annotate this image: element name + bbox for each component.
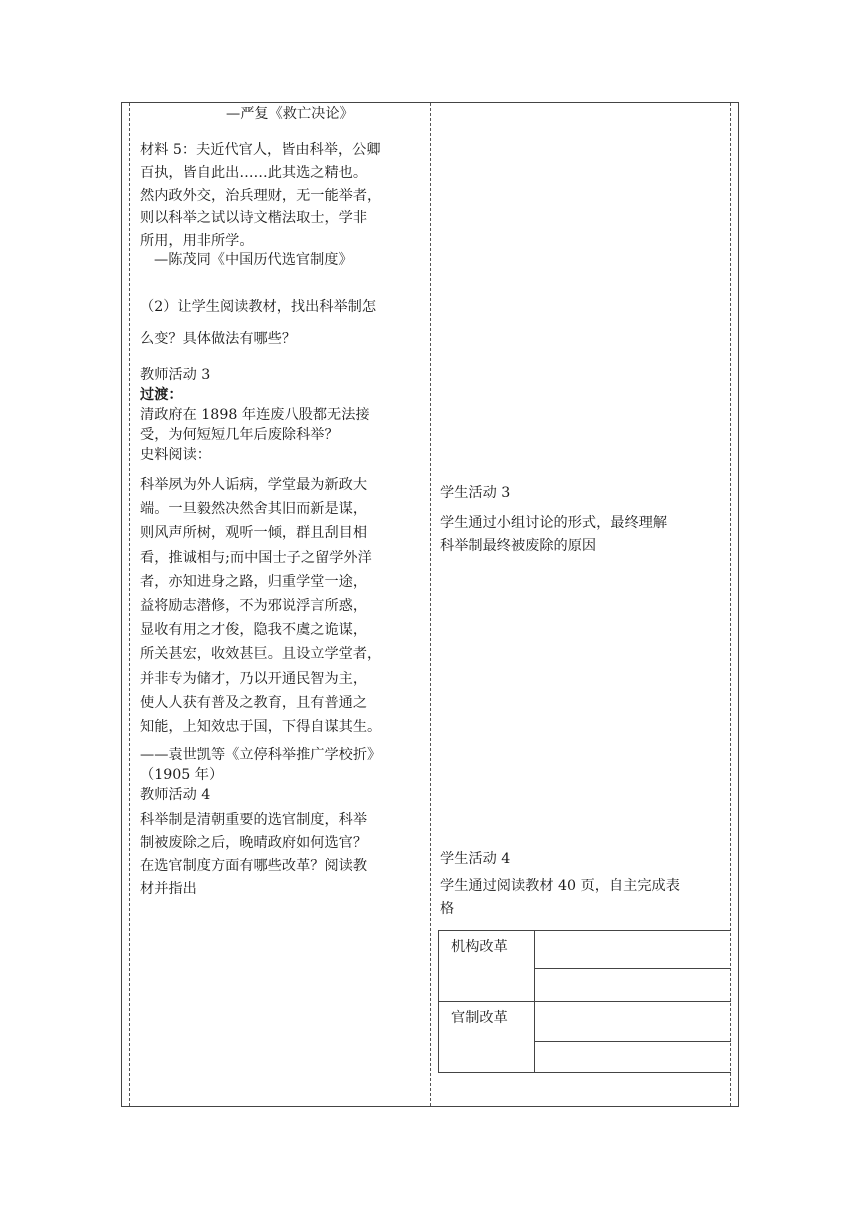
transition-label: 过渡： — [140, 387, 183, 403]
source-reading-label: 史料阅读： — [140, 447, 211, 463]
left-dashed-border — [129, 103, 130, 1106]
material-5: 材料 5：夫近代官人，皆由科举，公卿 百执，皆自此出……此其选之精也。 然内政外交，治兵理财，无一能举者， 则以科举之试以诗文楷法取士，学非 所用，用非所学。 — [140, 142, 382, 250]
worksheet-row-line — [534, 968, 731, 969]
attribution-yuan-shikai: ——袁世凯等《立停科举推广学校折》 （1905 年） 教师活动 4 — [140, 747, 382, 803]
teacher-activity-3: 教师活动 3 过渡： 清政府在 1898 年连废八股都无法接 受，为何短短几年后废除科举？ 史料阅读： — [140, 367, 370, 463]
teacher-activity-4-title: 教师活动 4 — [140, 787, 211, 803]
student-activity-4: 学生通过阅读教材 40 页，自主完成表 格 — [440, 878, 680, 917]
student-activity-3: 学生通过小组讨论的形式，最终理解 科举制最终被废除的原因 — [440, 515, 668, 554]
question-2: （2）让学生阅读教材，找出科举制怎 么变？具体做法有哪些？ — [140, 299, 377, 347]
attribution-chen-maotong: —陈茂同《中国历代选官制度》 — [154, 252, 353, 268]
attribution-yan-fu: —严复《救亡决论》 — [226, 106, 354, 122]
institution-reform-label: 机构改革 — [451, 939, 508, 955]
teacher-activity-3-title: 教师活动 3 — [140, 367, 211, 383]
teacher-activity-4: 科举制是清朝重要的选官制度，科举 制被废除之后，晚晴政府如何选官？ 在选官制度方面有哪些改革？阅读教 材并指出 — [140, 812, 368, 897]
worksheet-row-line — [534, 1041, 731, 1042]
student-activity-3-title: 学生活动 3 — [440, 485, 511, 501]
worksheet-row-line — [439, 1001, 731, 1002]
lesson-plan-table — [121, 102, 739, 1107]
reform-worksheet-table — [438, 930, 731, 1073]
official-system-reform-label: 官制改革 — [451, 1010, 508, 1026]
student-activity-4-title: 学生活动 4 — [440, 851, 511, 867]
historical-source-passage: 科举夙为外人诟病，学堂最为新政大 端。一旦毅然决然舍其旧而新是谋， 则风声所树，观听一倾，群且刮目相 看，推诚相与;而中国士子之留学外洋 者，亦知进身之路，归重学堂一途， 益将励志潜修，不为邪说浮言所惑， 显收有用之才俊，隐我不虞之诡谋， 所关甚宏，收效甚巨。且设立学堂者， 并非专为储才，乃以开通民智为主， 使人人获有普及之教育，且有普通之 知能，上知效忠于国，下得自谋其生。 — [140, 477, 382, 736]
column-divider — [430, 103, 431, 1106]
